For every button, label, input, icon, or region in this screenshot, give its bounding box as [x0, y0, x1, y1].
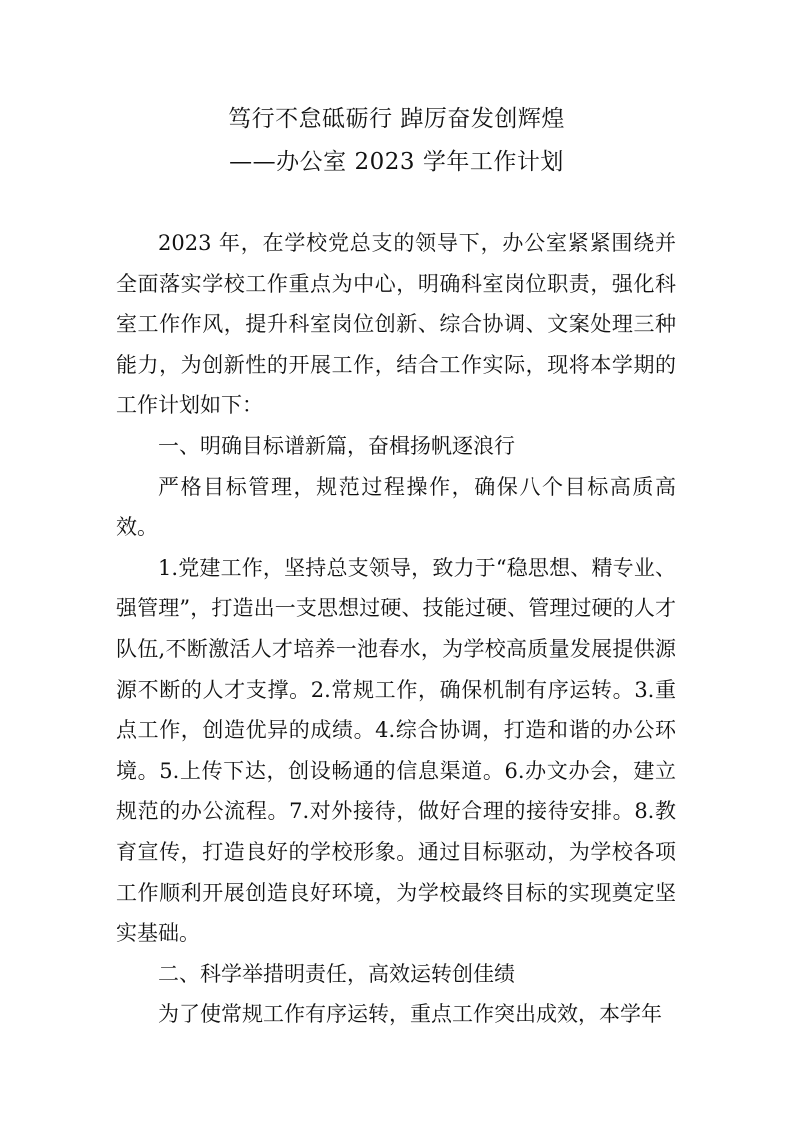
paragraph-intro: 2023 年，在学校党总支的领导下，办公室紧紧围绕并全面落实学校工作重点为中心，明确科室岗位职责，强化科室工作作风，提升科室岗位创新、综合协调、文案处理三种能力，为创新性的开展工作，结合工作实际，现将本学期的工作计划如下：	[116, 231, 676, 418]
section-heading-2: 二、科学举措明责任，高效运转创佳绩	[158, 961, 515, 986]
paragraph-goal-management: 严格目标管理，规范过程操作，确保八个目标高质高效。	[116, 474, 676, 540]
document-subtitle: ——办公室 2023 学年工作计划	[229, 149, 564, 175]
document-title: 笃行不怠砥砺行 踔厉奋发创辉煌	[228, 106, 565, 132]
paragraph-section-2-start: 为了使常规工作有序运转，重点工作突出成效，本学年	[158, 1002, 662, 1027]
section-heading-1: 一、明确目标谱新篇，奋楫扬帆逐浪行	[158, 433, 515, 458]
paragraph-eight-goals: 1.党建工作，坚持总支领导，致力于“稳思想、精专业、强管理”，打造出一支思想过硬、技能过硬、管理过硬的人才队伍,不断激活人才培养一池春水，为学校高质量发展提供源源不断的人才支撑。2.常规工作，确保机制有序运转。3.重点工作，创造优异的成绩。4.综合协调，打造和谐的办公环境。5.上传下达，创设畅通的信息渠道。6.办文办会，建立规范的办公流程。7.对外接待，做好合理的接待安排。8.教育宣传，打造良好的学校形象。通过目标驱动，为学校各项工作顺利开展创造良好环境，为学校最终目标的实现奠定坚实基础。	[116, 555, 676, 946]
document-body	[116, 223, 676, 1035]
